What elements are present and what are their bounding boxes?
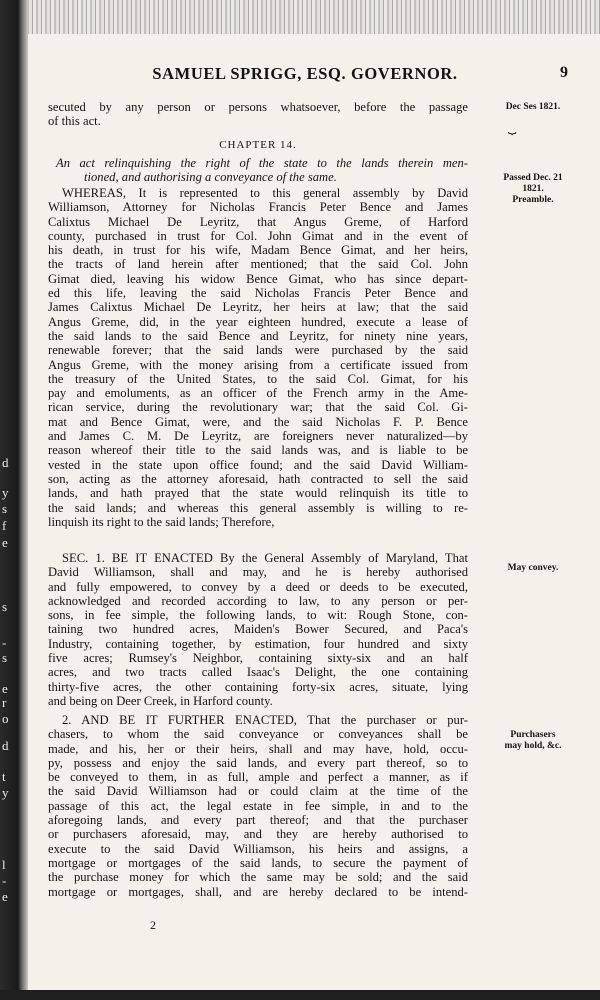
text-line: rican service, during the revolutionary war; that the said Col. Gi- bbox=[48, 400, 468, 415]
gutter-fragment: l bbox=[2, 857, 6, 872]
text-line: ed this life, leaving the said Nicholas Francis Peter Bence and bbox=[48, 286, 468, 301]
gutter-fragment: o bbox=[2, 711, 9, 726]
title-line: An act relinquishing the right of the state to the lands therein men- bbox=[56, 156, 468, 170]
text-line: reason whereof their title to the said lands was, and is liable to be bbox=[48, 443, 468, 458]
text-line: and being on Deer Creek, in Harford county. bbox=[48, 693, 273, 708]
section-1-paragraph bbox=[48, 551, 468, 708]
act-title bbox=[56, 156, 468, 185]
text-line: linquish its right to the said lands; Therefore, bbox=[48, 514, 275, 529]
text-line: the said lands; and whereas this general assembly is willing to re- bbox=[48, 500, 468, 515]
gutter-fragment: d bbox=[2, 738, 9, 753]
gutter-fragment: r bbox=[2, 695, 7, 710]
gutter-fragment: e bbox=[2, 889, 8, 904]
gutter-fragment: t bbox=[2, 769, 6, 784]
text-line: county, purchased in trust for Col. John Gimat and in the event of bbox=[48, 228, 468, 243]
text-column bbox=[48, 100, 468, 129]
gutter-fragment: d bbox=[2, 455, 9, 470]
page-bottom-edge bbox=[0, 990, 600, 1000]
text-line: execute to the said David Williamson, his heirs and assigns, a bbox=[48, 841, 468, 856]
scan-noise-top bbox=[0, 0, 600, 34]
text-line: acres, and two tracts called Isaac's Delight, the one containing bbox=[48, 665, 468, 680]
text-line: made, and his, her or their heirs, shall and may have, hold, occu- bbox=[48, 741, 468, 756]
gutter-fragment: f bbox=[2, 518, 7, 533]
signature-mark: 2 bbox=[150, 918, 156, 932]
text-line: or purchasers aforesaid, may, and they are hereby authorised to bbox=[48, 827, 468, 842]
margin-note-purchasers: Purchasers bbox=[510, 730, 556, 740]
text-line: SEC. 1. BE IT ENACTED By the General Assembly of Maryland, That bbox=[62, 551, 468, 565]
section-2-paragraph bbox=[48, 713, 468, 899]
page-number: 9 bbox=[560, 64, 568, 81]
text-line: pay and emoluments, as an officer of the French army in the Ame- bbox=[48, 386, 468, 401]
text-line: passage of this act, the legal estate in fee simple, in and to the bbox=[48, 798, 468, 813]
text-line: thirty-five acres, the other containing forty-six acres, situate, lying bbox=[48, 679, 468, 694]
margin-note-passed-year: 1821. bbox=[522, 184, 544, 194]
text-line: acknowledged and recorded according to law, to any person or per- bbox=[48, 593, 468, 608]
text-line: Industry, containing together, by estimation, four hundred and sixty bbox=[48, 636, 468, 651]
margin-note-preamble: Preamble. bbox=[512, 195, 554, 205]
text-line: Williamson, Attorney for Nicholas Francis Peter Bence and James bbox=[48, 200, 468, 215]
text-line: Gimat died, leaving his widow Bence Gimat, who has since depart- bbox=[48, 271, 468, 286]
book-spine-shadow bbox=[0, 0, 28, 1000]
gutter-fragment: s bbox=[2, 501, 8, 516]
gutter-fragment: s bbox=[2, 650, 8, 665]
margin-note-may-convey: May convey. bbox=[507, 563, 559, 573]
margin-note-passed: Passed Dec. 21 bbox=[503, 173, 563, 183]
text-line: secuted by any person or persons whatsoever, before the passage bbox=[48, 100, 468, 114]
text-line: David Williamson, shall and may, and he is hereby authorised bbox=[48, 565, 468, 580]
text-line: James Calixtus Michael De Leyritz, her heirs at law; that the said bbox=[48, 300, 468, 315]
gutter-fragment: y bbox=[2, 485, 9, 500]
margin-note-may-hold: may hold, &c. bbox=[504, 741, 562, 751]
text-line: of this act. bbox=[48, 114, 101, 129]
text-line: Calixtus Michael De Leyritz, that Angus Greme, of Harford bbox=[48, 214, 468, 229]
text-line: aforegoing lands, and every part thereof; and that the purchaser bbox=[48, 813, 468, 828]
text-line: his death, in trust for his wife, Madam Bence Gimat, and her heirs, bbox=[48, 243, 468, 258]
text-line: five acres; Rumsey's Neighbor, containing sixty-six and an half bbox=[48, 651, 468, 666]
text-line: and fully empowered, to convey by a deed or deeds to be executed, bbox=[48, 579, 468, 594]
title-line: tioned, and authorising a conveyance of the same. bbox=[84, 170, 337, 185]
text-line: 2. AND BE IT FURTHER ENACTED, That the purchaser or pur- bbox=[62, 713, 468, 727]
text-line: the said David Williamson had or could claim at the time of the bbox=[48, 784, 468, 799]
text-line: py, possess and enjoy the said lands, and every part thereof, so to bbox=[48, 755, 468, 770]
text-line: sons, in fee simple, the following lands, to wit: Rough Stone, con- bbox=[48, 608, 468, 623]
text-line: renewable forever; that the said lands were purchased by the said bbox=[48, 343, 468, 358]
text-line: lands, and hath prayed that the state would relinquish its title to bbox=[48, 486, 468, 501]
chapter-heading-block bbox=[48, 138, 468, 152]
text-line: the treasury of the United States, to the said Col. Gimat, for his bbox=[48, 371, 468, 386]
text-line: WHEREAS, It is represented to this general assembly by David bbox=[62, 186, 468, 200]
running-title: SAMUEL SPRIGG, ESQ. GOVERNOR. bbox=[152, 64, 458, 83]
text-line: son, acting as the attorney aforesaid, hath contracted to sell the said bbox=[48, 471, 468, 486]
margin-note-session: Dec Ses 1821. bbox=[505, 102, 561, 112]
text-line: taining two hundred acres, Maiden's Bower Secured, and Paca's bbox=[48, 622, 468, 637]
text-line: mortgage or mortgages of the said lands, to secure the payment of bbox=[48, 855, 468, 870]
text-line: vested in the state upon office found; and the said David William- bbox=[48, 457, 468, 472]
text-line: mortgage or mortgages, shall, and are hereby declared to be intend- bbox=[48, 884, 468, 899]
chapter-heading: CHAPTER 14. bbox=[219, 139, 297, 151]
text-line: mat and Bence Gimat, were, and the said Nicholas F. P. Bence bbox=[48, 414, 468, 429]
text-line: be conveyed to them, in as full, ample and perfect a manner, as if bbox=[48, 770, 468, 785]
text-line: Angus Greme, did, in the year eighteen hundred, execute a lease of bbox=[48, 314, 468, 329]
text-line: and James C. M. De Leyritz, are foreigners never naturalized—by bbox=[48, 429, 468, 444]
gutter-fragment: e bbox=[2, 535, 8, 550]
gutter-fragment: y bbox=[2, 785, 9, 800]
text-line: Angus Greme, with the money arising from a certificate issued from bbox=[48, 357, 468, 372]
text-line: chasers, to whom the said conveyance or conveyances shall be bbox=[48, 727, 468, 742]
text-line: the said lands to the said Bence and Leyritz, for ninety nine years, bbox=[48, 328, 468, 343]
text-line: the purchase money for which the same may be sold; and the said bbox=[48, 870, 468, 885]
gutter-fragment: - bbox=[2, 635, 7, 650]
text-line: the tracts of land herein after mentioned; that the said Col. John bbox=[48, 257, 468, 272]
gutter-fragment: s bbox=[2, 599, 8, 614]
gutter-fragment: e bbox=[2, 681, 8, 696]
preamble-paragraph bbox=[48, 186, 468, 529]
gutter-fragment: - bbox=[2, 873, 7, 888]
brace-mark: ⏟ bbox=[508, 120, 517, 135]
